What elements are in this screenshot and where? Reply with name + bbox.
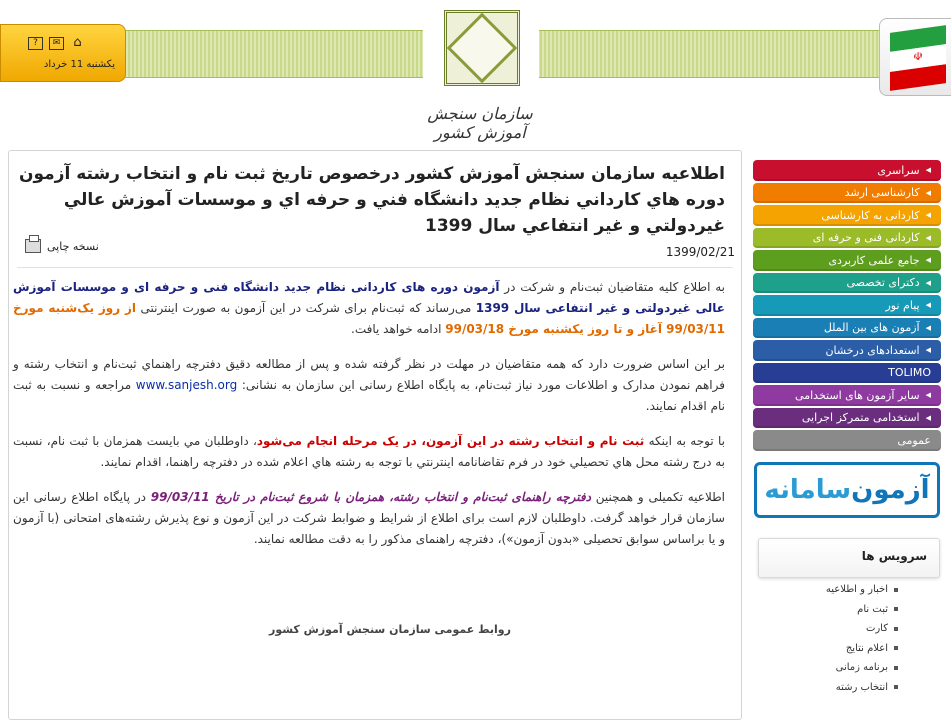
arrow-icon: ◀ [925, 211, 931, 220]
paragraph-4: اطلاعیه تکمیلی و همچنین دفترچه راهنمای ثبت‌نام و انتخاب رشته، همزمان با شروع ثبت‌نام در تاریخ 99/03/11 در پايگاه اطلاع رسانی این سازمان قرار خواهد گرفت. داوطلبان لازم است برای اطلاع از شرایط و ضوابط شرکت در این آزمون و نوع پذیرش رشته‌های امتحانی (با آزمون و یا براساس سوابق تحصیلی «بدون آزمون»)، دفترچه راهنمای مذکور را به دقت مطالعه نمایند. [13, 490, 725, 546]
bullet-icon [894, 685, 898, 689]
logo-text: سازمان سنجش آموزش کشور [427, 104, 533, 142]
paragraph-2: بر این اساس ضرورت دارد که همه متقاضیان در مهلت در نظر گرفته شده و پس از مطالعه دقيق دفترچه راهنماي ثبت‌نام و انتخاب رشته و فراهم نمودن مدارک و اطلاعات مورد نیاز ثبت‌نام، به پايگاه اطلاع رسانی این سازمان به نشانی: www.sanjesh.org مراجعه و نسبت به ثبت نام اقدام نمایند. [13, 357, 725, 413]
arrow-icon: ◀ [925, 391, 931, 400]
arrow-icon: ◀ [925, 413, 931, 422]
news-body [13, 277, 725, 564]
sanjesh-link[interactable]: www.sanjesh.org [135, 378, 238, 392]
bullet-icon [894, 646, 898, 650]
signature: روابط عمومی سازمان سنجش آموزش کشور [269, 623, 511, 636]
news-date: 1399/02/21 [665, 245, 735, 259]
bullet-icon [894, 607, 898, 611]
service-register[interactable]: ثبت نام [758, 600, 898, 620]
menu-item-sarasari[interactable]: ◀ سراسری [753, 160, 941, 181]
arrow-icon: ◀ [925, 301, 931, 310]
menu-item-fani-herfei[interactable]: ◀ کاردانی فنی و حرفه ای [753, 228, 941, 249]
arrow-icon: ◀ [925, 188, 931, 197]
home-icon[interactable]: ⌂ [73, 35, 82, 50]
arrow-icon: ◀ [925, 256, 931, 265]
menu-item-talented[interactable]: ◀ استعدادهای درخشان [753, 340, 941, 361]
help-icon[interactable]: ? [28, 37, 43, 50]
service-results[interactable]: اعلام نتایج [758, 639, 898, 659]
exam-menu [753, 160, 941, 451]
page-header [0, 0, 951, 150]
quick-links-icons [28, 37, 85, 50]
menu-item-kardani-karshenasi[interactable]: ◀ کاردانی به کارشناسی [753, 205, 941, 226]
exam-system-banner[interactable]: آزمون سامانه [754, 462, 940, 518]
logo-emblem-icon [444, 10, 520, 86]
news-title: اطلاعيه سازمان سنجش آموزش کشور درخصوص تاريخ ثبت نام و انتخاب رشته آزمون دوره هاي کارداني نظام جديد دانشگاه فني و حرفه اي و موسسات آموزش عالي غيردولتي و غير انتفاعي سال 1399 [18, 164, 725, 236]
news-panel [8, 150, 742, 720]
divider [17, 267, 733, 268]
arrow-icon: ◀ [925, 323, 931, 332]
menu-item-general[interactable]: عمومی [753, 430, 941, 451]
current-date: يکشنبه 11 خرداد [43, 59, 115, 70]
menu-item-tolimo[interactable]: TOLIMO [753, 363, 941, 384]
quick-links-tab [0, 24, 126, 82]
printer-icon [25, 239, 41, 253]
arrow-icon: ◀ [925, 278, 931, 287]
bullet-icon [894, 627, 898, 631]
bullet-icon [894, 666, 898, 670]
paragraph-3: با توجه به اینکه ثبت نام و انتخاب رشته در این آزمون، در یک مرحله انجام می‌شود، داوطلبان مي بايست همزمان با ثبت نام، نسبت به درج رشته محل هاي تحصيلي خود در فرم تقاضانامه اينترنتي با توجه به رشته هاي اعلام شده در دفترچه راهنما، اقدام نمايند. [13, 434, 725, 469]
arrow-icon: ◀ [925, 233, 931, 242]
menu-item-payam-noor[interactable]: ◀ پیام نور [753, 295, 941, 316]
service-schedule[interactable]: برنامه زمانی [758, 658, 898, 678]
services-title: سرویس ها [861, 549, 927, 563]
service-card[interactable]: کارت [758, 619, 898, 639]
services-list [758, 580, 898, 697]
flag-tab [879, 18, 951, 96]
menu-item-other-employment[interactable]: ◀ سایر آزمون های استخدامی [753, 385, 941, 406]
menu-item-doctora[interactable]: ◀ دکترای تخصصی [753, 273, 941, 294]
mail-icon[interactable]: ✉ [49, 37, 64, 50]
arrow-icon: ◀ [925, 166, 931, 175]
print-label: نسخه چاپی [47, 239, 99, 253]
service-field-selection[interactable]: انتخاب رشته [758, 678, 898, 698]
bullet-icon [894, 588, 898, 592]
menu-item-elmi-karbordi[interactable]: ◀ جامع علمی کاربردی [753, 250, 941, 271]
paragraph-1: به اطلاع کلیه متقاضیان ثبت‌نام و شرکت در آزمون دوره های کاردانی نظام جدید دانشگاه فنی و حرفه ای و موسسات آموزش عالی غیردولتی و غیر انتفاعی سال 1399 می‌رساند که ثبت‌نام برای شرکت در این آزمون به صورت اینترنتی از روز یک‌شنبه مورخ 99/03/11 آغاز و تا روز یکشنبه مورخ 99/03/18 ادامه خواهد یافت. [13, 280, 726, 336]
menu-item-arshad[interactable]: ◀ کارشناسی ارشد [753, 183, 941, 204]
print-link[interactable] [25, 239, 99, 253]
iran-flag-icon: ☫ [890, 25, 946, 91]
services-box [758, 538, 940, 578]
menu-item-central-employment[interactable]: ◀ استخدامی متمرکز اجرایی [753, 408, 941, 429]
menu-item-international[interactable]: ◀ آزمون های بین الملل [753, 318, 941, 339]
service-news[interactable]: اخبار و اطلاعیه [758, 580, 898, 600]
arrow-icon: ◀ [925, 346, 931, 355]
